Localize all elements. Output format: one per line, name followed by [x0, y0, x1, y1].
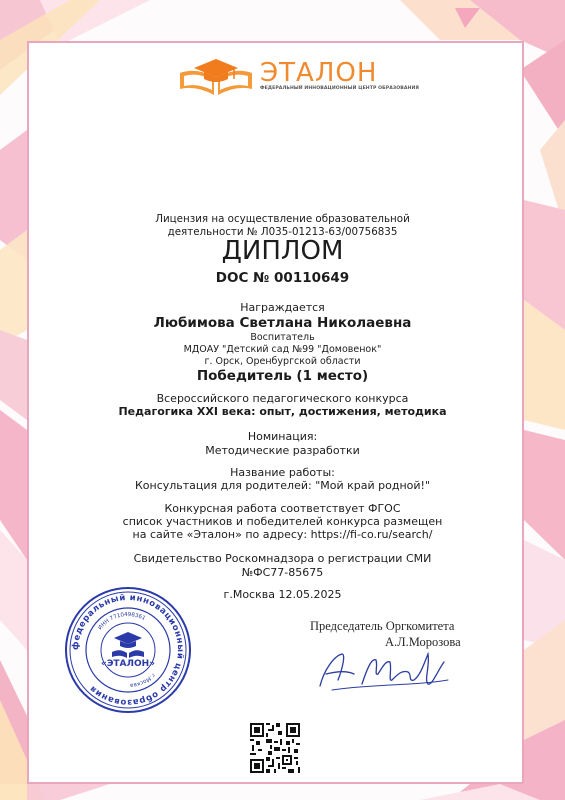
recipient-org: МДОАУ "Детский сад №99 "Домовенок"	[183, 344, 382, 355]
signatory-title: Председатель Оргкомитета	[310, 619, 455, 633]
registration-line-1: Свидетельство Роскомнадзора о регистрации СМИ	[133, 552, 432, 565]
awarded-label: Награждается	[240, 301, 325, 314]
stamp-ring-text: федеральный инновационный центр образования	[70, 592, 186, 708]
notes-line-3: на сайте «Эталон» по адресу: https://fi-co.ru/search/	[132, 528, 433, 541]
result-place: Победитель (1 место)	[196, 368, 369, 384]
organization-stamp	[64, 586, 192, 714]
nomination-label: Номинация:	[247, 430, 318, 443]
logo-subtitle: ФЕДЕРАЛЬНЫЙ ИННОВАЦИОННЫЙ ЦЕНТР ОБРАЗОВАНИЯ	[260, 86, 420, 91]
qr-code-icon[interactable]	[250, 723, 300, 773]
registration-line-2: №ФС77-85675	[241, 566, 324, 579]
contest-type: Всероссийского педагогического конкурса	[156, 392, 409, 405]
license-line-2: деятельности № Л035-01213-63/00756835	[167, 226, 398, 238]
logo-name: ЭТАЛОН	[260, 58, 378, 88]
graduation-cap-logo-icon	[176, 55, 256, 100]
stamp-name: «ЭТАЛОН»	[101, 659, 155, 669]
signatory-name: А.Л.Морозова	[385, 635, 461, 649]
license-line-1: Лицензия на осуществление образовательной	[155, 213, 410, 225]
svg-text:федеральный инновационный цент	[71, 593, 185, 707]
place-date: г.Москва 12.05.2025	[223, 588, 342, 601]
nomination-value: Методические разработки	[205, 444, 360, 457]
etalon-logo	[176, 55, 420, 100]
notes-line-2: список участников и победителей конкурса размещен	[122, 515, 443, 528]
stamp-inn: ИНН 7710498361	[97, 611, 147, 632]
work-title-label: Название работы:	[230, 466, 335, 479]
diploma-title: ДИПЛОМ	[221, 236, 344, 266]
svg-text:г.Москва	[130, 672, 156, 688]
work-title-value: Консультация для родителей: "Мой край родной!"	[134, 479, 431, 492]
doc-number: DOC № 00110649	[215, 270, 350, 286]
stamp-cap-icon	[112, 632, 144, 658]
recipient-position: Воспитатель	[250, 332, 315, 343]
contest-name: Педагогика XXI века: опыт, достижения, методика	[118, 405, 447, 418]
notes-line-1: Конкурсная работа соответствует ФГОС	[164, 502, 401, 515]
recipient-city: г. Орск, Оренбургской области	[204, 356, 361, 367]
stamp-city: г.Москва	[129, 671, 156, 688]
recipient-name: Любимова Светлана Николаевна	[153, 315, 412, 331]
handwritten-signature	[312, 640, 452, 698]
